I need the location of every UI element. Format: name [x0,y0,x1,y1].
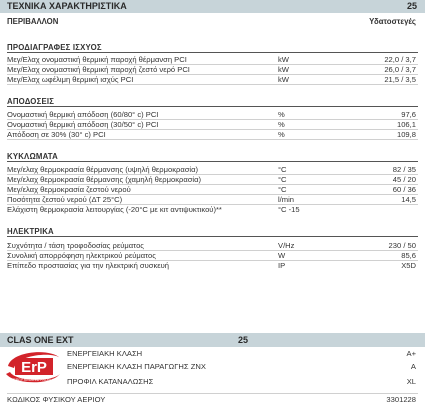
row-unit: W [278,251,286,260]
circuits-section-rule [7,161,418,162]
row-label: Ελάχιστη θερμοκρασία λειτουργίας (-20°C με κιτ αντιψυκτικού)** [7,205,222,214]
row-value: 26,0 / 3,7 [384,65,416,74]
row-label: Μεγ/Ελαχ ωφέλιμη θερμική ισχύς PCI [7,75,134,84]
row-unit: % [278,120,285,129]
spec-model: 25 [406,1,417,11]
row-unit: l/min [278,195,295,204]
electrical-section-rule [7,236,418,237]
power-section-rule [7,52,418,53]
row-unit: °C [278,185,287,194]
table-row [7,195,418,205]
row-value: 109,8 [396,130,416,139]
row-unit: kW [278,65,289,74]
row-unit: °C -15 [278,205,300,214]
row-unit: V/Hz [278,241,295,250]
product-title: CLAS ONE EXT [7,335,74,345]
erp-row-label: ΕΝΕΡΓΕΙΑΚΗ ΚΛΑΣΗ ΠΑΡΑΓΩΓΗΣ ΖΝΧ [67,362,206,371]
row-value: 14,5 [401,195,416,204]
erp-row-label: ΠΡΟΦΙΛ ΚΑΤΑΝΑΛΩΣΗΣ [67,377,154,386]
svg-text:ENERGY RELATED PRODUCTS: ENERGY RELATED PRODUCTS [8,378,60,382]
row-unit: % [278,130,285,139]
row-value: 21,5 / 3,5 [384,75,416,84]
erp-row-value: A [410,362,416,371]
row-value: 82 / 35 [392,165,416,174]
gas-code-label: ΚΩΔΙΚΟΣ ΦΥΣΙΚΟΥ ΑΕΡΙΟΥ [7,395,106,404]
erp-row-value: A+ [406,349,416,358]
table-row [7,175,418,185]
row-unit: °C [278,175,287,184]
spec-header-bar [0,0,425,13]
circuits-section-title: ΚΥΚΛΩΜΑΤΑ [7,152,59,161]
row-label: Επίπεδο προστασίας για την ηλεκτρική συσκευή [7,261,169,270]
row-unit: IP [278,261,286,270]
table-row [7,165,418,175]
product-bar [0,333,425,347]
erp-row-label: ΕΝΕΡΓΕΙΑΚΗ ΚΛΑΣΗ [67,349,143,358]
svg-text:ErP: ErP [21,359,47,376]
table-row [7,65,418,75]
power-section-title: ΠΡΟΔΙΑΓΡΑΦΕΣ ΙΣΧΥΟΣ [7,43,102,52]
table-row [7,241,418,251]
row-label: Μεγ/Ελαχ ονομαστική θερμική παροχή θέρμανση PCI [7,55,187,64]
row-label: Ονομαστική θερμική απόδοση (30/50° c) PCI [7,120,159,129]
erp-logo-graphic [4,348,62,386]
row-label: Συχνότητα / τάση τροφοδοσίας ρεύματος [7,241,144,250]
environment-label: ΠΕΡΙΒΑΛΛΟΝ [7,17,59,26]
table-row [7,251,418,261]
table-row [7,185,418,195]
row-value: 60 / 36 [392,185,416,194]
row-unit: °C [278,165,287,174]
erp-row-value: XL [406,377,416,386]
efficiency-section-rule [7,106,418,107]
row-label: Μεγ/ελαχ θερμοκρασία θέρμανσης (υψηλή θερμοκρασία) [7,165,199,174]
table-row [7,261,418,270]
row-label: Μεγ/ελαχ θερμοκρασία ζεστού νερού [7,185,131,194]
row-value: 106,1 [396,120,416,129]
row-label: Μεγ/ελαχ θερμοκρασία θέρμανσης (χαμηλή θερμοκρασία) [7,175,202,184]
row-unit: % [278,110,285,119]
row-value: 230 / 50 [388,241,416,250]
table-row [7,120,418,130]
row-value: 97,6 [401,110,416,119]
row-value: 85,6 [401,251,416,260]
table-row [7,205,418,214]
erp-logo [4,348,62,386]
efficiency-section-title: ΑΠΟΔΟΣΕΙΣ [7,97,55,106]
row-label: Ποσότητα ζεστού νερού (ΔΤ 25°C) [7,195,123,204]
electrical-section-title: ΗΛΕΚΤΡΙΚΑ [7,227,54,236]
table-row [7,130,418,140]
row-label: Μεγ/Ελαχ ονομαστική θερμική παροχή ζεστό νερό PCI [7,65,190,74]
row-label: Συνολική απορρόφηση ηλεκτρικού ρεύματος [7,251,156,260]
row-unit: kW [278,75,289,84]
row-value: X5D [401,261,416,270]
table-row [7,75,418,85]
spec-title: ΤΕΧΝΙΚΑ ΧΑΡΑΚΤΗΡΙΣΤΙΚΑ [7,1,127,11]
gas-code-value: 3301228 [386,395,416,404]
environment-value: Υδατοστεγές [369,17,416,26]
row-label: Ονομαστική θερμική απόδοση (60/80° c) PCI [7,110,159,119]
row-unit: kW [278,55,289,64]
row-value: 22,0 / 3,7 [384,55,416,64]
table-row [7,110,418,120]
product-model: 25 [238,335,249,345]
gas-code-row [7,393,418,406]
row-value: 45 / 20 [392,175,416,184]
row-label: Απόδοση σε 30% (30° c) PCI [7,130,106,139]
table-row [7,55,418,65]
